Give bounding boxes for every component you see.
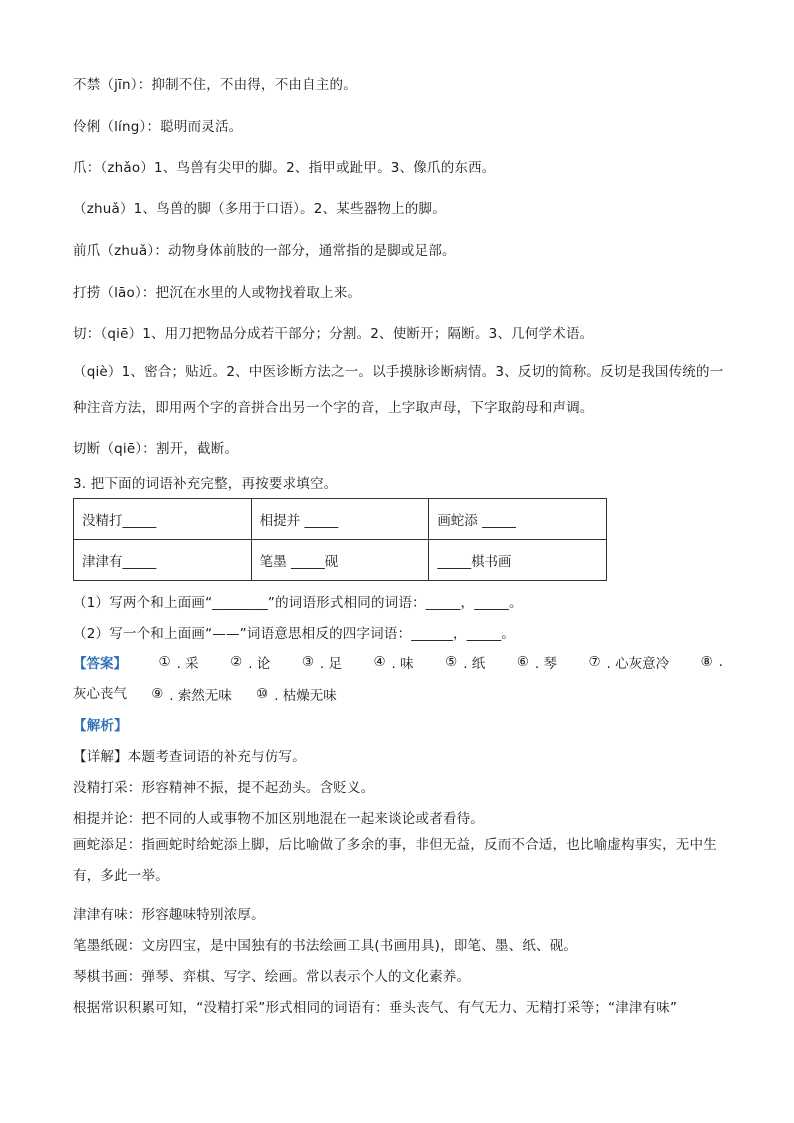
circled-number: ① <box>158 654 171 670</box>
circled-number: ⑦ <box>588 654 601 670</box>
analysis-line: 笔墨纸砚：文房四宝，是中国独有的书法绘画工具(书画用具)，即笔、墨、纸、砚。 <box>73 938 578 954</box>
answer-block <box>73 652 723 704</box>
sub-question-1: （1）写两个和上面画“________”的词语形式相同的词语：_____，_____。 <box>73 595 523 611</box>
table-cell: _____棋书画 <box>429 540 607 581</box>
answer-item <box>699 654 723 670</box>
definition-paragraph: （qiè）1、密合；贴近。2、中医诊断方法之一。以手摸脉诊断病情。3、反切的简称。反切是我国传统的一种注音方法，即用两个字的音拼合出另一个字的音，上字取声母，下字取韵母和声调。 <box>73 364 724 416</box>
table-row <box>74 499 607 540</box>
circled-number: ⑧ <box>700 654 713 670</box>
circled-number: ⑩ <box>256 686 269 702</box>
definition-line: 切断（qiē）：割开，截断。 <box>73 441 239 457</box>
answer-text: . <box>718 654 723 670</box>
analysis-line: 琴棋书画：弹琴、弈棋、写字、绘画。常以表示个人的文化素养。 <box>73 969 471 985</box>
analysis-tag: 【解析】 <box>73 718 128 734</box>
definition-line: 伶俐（líng）：聪明而灵活。 <box>73 119 243 135</box>
circled-number: ④ <box>373 654 386 670</box>
definition-line: （zhuǎ）1、鸟兽的脚（多用于口语）。2、某些器物上的脚。 <box>73 201 446 217</box>
answer-item <box>587 652 670 672</box>
table-row <box>74 540 607 581</box>
answer-row <box>73 652 723 672</box>
table-cell: 津津有_____ <box>74 540 252 581</box>
analysis-line: 【详解】本题考查词语的补充与仿写。 <box>73 749 306 765</box>
answer-text: . 纸 <box>463 656 486 672</box>
circled-number: ③ <box>301 654 314 670</box>
table-cell: 笔墨 _____砚 <box>251 540 429 581</box>
answer-item <box>254 684 337 704</box>
circled-number: ⑨ <box>151 686 164 702</box>
answer-row <box>73 682 723 704</box>
answer-text: . 索然无味 <box>169 688 232 704</box>
fill-in-table <box>73 498 607 581</box>
answer-item <box>515 652 557 672</box>
answer-item <box>157 652 199 672</box>
answer-text: . 论 <box>248 656 271 672</box>
answer-text: . 足 <box>319 656 342 672</box>
table-cell: 画蛇添 _____ <box>429 499 607 540</box>
analysis-line: 根据常识积累可知，“没精打采”形式相同的词语有：垂头丧气、有气无力、无精打采等；“津津有味” <box>73 1000 678 1016</box>
analysis-line: 没精打采：形容精神不振，提不起劲头。含贬义。 <box>73 780 375 796</box>
answer-text: . 枯燥无味 <box>274 688 337 704</box>
answer-item <box>73 682 127 702</box>
answer-item <box>228 652 270 672</box>
table-cell: 相提并 _____ <box>251 499 429 540</box>
answer-text: . 采 <box>176 656 199 672</box>
answer-item <box>372 652 414 672</box>
circled-number: ⑤ <box>445 654 458 670</box>
circled-number: ⑥ <box>516 654 529 670</box>
definition-line: 爪：（zhǎo）1、鸟兽有尖甲的脚。2、指甲或趾甲。3、像爪的东西。 <box>73 160 496 176</box>
analysis-paragraph: 画蛇添足：指画蛇时给蛇添上脚，后比喻做了多余的事，非但无益，反而不合适，也比喻虚构事实，无中生有，多此一举。 <box>73 837 717 884</box>
table-cell: 没精打_____ <box>74 499 252 540</box>
answer-tag: 【答案】 <box>73 656 127 672</box>
answer-item <box>149 684 232 704</box>
sub-question-2: （2）写一个和上面画“——”词语意思相反的四字词语：______，_____。 <box>73 626 516 642</box>
circled-number: ② <box>230 654 243 670</box>
answer-text: . 琴 <box>534 656 557 672</box>
answer-text: 灰心丧气 <box>73 686 127 702</box>
answer-item <box>443 652 485 672</box>
definition-line: 前爪（zhuǎ）：动物身体前肢的一部分，通常指的是脚或足部。 <box>73 243 456 259</box>
answer-text: . 味 <box>391 656 414 672</box>
definition-line: 打捞（lāo）：把沉在水里的人或物找着取上来。 <box>73 285 362 301</box>
answer-item <box>300 652 342 672</box>
question-title: 3. 把下面的词语补充完整，再按要求填空。 <box>73 476 338 492</box>
definition-line: 切：（qiē）1、用刀把物品分成若干部分；分割。2、使断开；隔断。3、几何学术语。 <box>73 326 594 342</box>
analysis-line: 相提并论：把不同的人或事物不加区别地混在一起来谈论或者看待。 <box>73 811 484 827</box>
answer-text: . 心灰意冷 <box>606 656 670 672</box>
definition-line: 不禁（jīn）：抑制不住，不由得，不由自主的。 <box>73 77 357 93</box>
analysis-line: 津津有味：形容趣味特别浓厚。 <box>73 907 265 923</box>
